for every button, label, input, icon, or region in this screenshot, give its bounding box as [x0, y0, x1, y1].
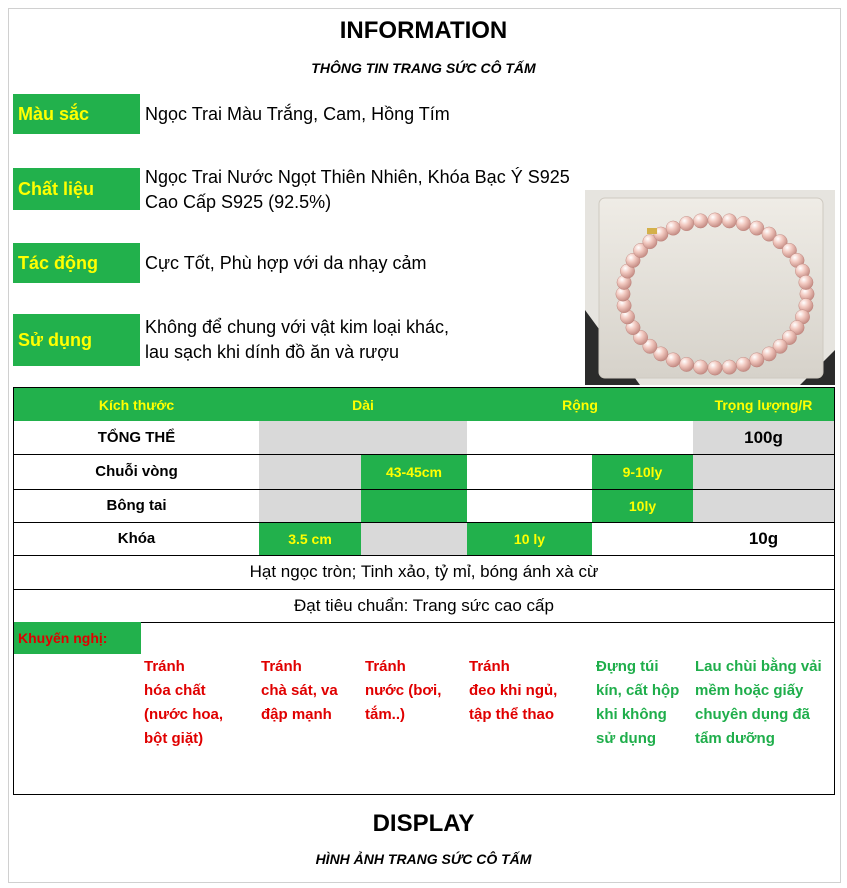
pearl-necklace-image — [585, 190, 835, 385]
row-overall-name: TỔNG THỂ — [97, 429, 176, 446]
recommend-line: Đựng túi — [596, 658, 659, 675]
usage-value-line-2: lau sạch khi dính đồ ăn và rượu — [145, 342, 400, 362]
divider — [14, 522, 834, 523]
header-length: Dài — [352, 396, 374, 413]
recommend-line: bột giặt) — [144, 730, 204, 747]
pearl-bead — [750, 353, 764, 367]
material-label: Chất liệu — [13, 168, 140, 210]
effect-value — [145, 251, 426, 276]
pearl-bead — [708, 213, 722, 227]
pearl-bead — [693, 214, 707, 228]
note-quality: Hạt ngọc tròn; Tinh xảo, tỷ mỉ, bóng ánh xà cừ — [249, 562, 599, 581]
row-overall-weight: 100g — [693, 421, 834, 454]
recommend-line: tẩm dưỡng — [695, 730, 775, 747]
recommend-chemicals — [144, 655, 223, 751]
row-overall-length — [259, 421, 467, 454]
row-clasp-length: 3.5 cm — [259, 522, 361, 555]
recommend-line: chà sát, va — [261, 682, 338, 699]
effect-value-line: Cực Tốt, Phù hợp với da nhạy cảm — [145, 253, 427, 273]
divider — [14, 454, 834, 455]
row-necklace-width: 9-10ly — [592, 454, 693, 489]
pearl-bead — [666, 221, 680, 235]
recommend-impact — [261, 655, 338, 727]
recommend-line: Tránh — [469, 658, 510, 675]
recommend-line: hóa chất — [144, 682, 206, 699]
recommend-line: chuyên dụng đã — [695, 706, 811, 723]
row-earring-width: 10ly — [592, 489, 693, 522]
row-clasp-name: Khóa — [117, 530, 156, 547]
recommend-line: đập mạnh — [261, 706, 332, 723]
recommend-line: đeo khi ngủ, — [469, 682, 558, 699]
color-value — [145, 102, 450, 127]
recommend-line: sử dụng — [596, 730, 657, 747]
pearl-necklace-photo — [585, 190, 835, 385]
recommend-line: tập thể thao — [469, 706, 554, 723]
header-size: Kích thước — [98, 396, 175, 413]
pearl-bead — [708, 361, 722, 375]
row-clasp-weight: 10g — [748, 528, 779, 548]
pearl-bead — [679, 216, 693, 230]
page-title: INFORMATION — [339, 17, 508, 44]
row-earring-length — [361, 489, 467, 522]
row-necklace-length: 43-45cm — [361, 454, 467, 489]
recommend-line: Tránh — [261, 658, 302, 675]
recommend-label: Khuyến nghị: — [14, 622, 141, 654]
recommend-cleaning — [695, 655, 822, 751]
pearl-bead — [736, 357, 750, 371]
usage-value-line-1: Không để chung với vật kim loại khác, — [145, 317, 449, 337]
header-width: Rộng — [562, 396, 598, 413]
usage-value — [145, 315, 449, 365]
row-earring-weight — [693, 489, 834, 522]
material-value-line-1: Ngọc Trai Nước Ngọt Thiên Nhiên, Khóa Bạc Ý S925 — [145, 167, 570, 187]
pearl-bead — [736, 216, 750, 230]
row-necklace-name: Chuỗi vòng — [95, 463, 178, 480]
recommend-line: kín, cất hộp — [596, 682, 680, 699]
recommend-line: nước (bơi, — [365, 682, 442, 699]
recommend-line: mềm hoặc giấy — [695, 682, 804, 699]
pearl-bead — [722, 214, 736, 228]
pearl-bead — [722, 360, 736, 374]
spec-table — [13, 387, 835, 795]
recommend-line: tắm..) — [365, 706, 406, 723]
recommend-line: Tránh — [365, 658, 406, 675]
display-title: DISPLAY — [372, 810, 475, 837]
recommend-sleep-sport — [469, 655, 557, 727]
divider — [14, 489, 834, 490]
recommend-storage — [596, 655, 679, 751]
pearl-bead — [693, 360, 707, 374]
note-standard: Đạt tiêu chuẩn: Trang sức cao cấp — [294, 595, 554, 615]
color-label: Màu sắc — [13, 94, 140, 134]
recommend-line: khi không — [596, 706, 667, 723]
pearl-bead — [679, 357, 693, 371]
recommend-line: Lau chùi bằng vải — [695, 658, 822, 675]
page-subtitle: THÔNG TIN TRANG SỨC CÔ TẤM — [311, 60, 536, 76]
recommend-line: Tránh — [144, 658, 185, 675]
row-clasp-width: 10 ly — [467, 522, 592, 555]
color-value-line: Ngọc Trai Màu Trắng, Cam, Hồng Tím — [145, 104, 450, 124]
recommend-water — [365, 655, 441, 727]
row-earring-name: Bông tai — [106, 497, 167, 514]
material-value-line-2: Cao Cấp S925 (92.5%) — [145, 192, 332, 212]
row-necklace-length-blank — [259, 454, 361, 489]
effect-label: Tác động — [13, 243, 140, 283]
header-weight: Trọng lượng/R — [714, 396, 813, 413]
row-earring-length-blank — [259, 489, 361, 522]
row-necklace-weight — [693, 454, 834, 489]
display-subtitle: HÌNH ẢNH TRANG SỨC CÔ TẤM — [315, 851, 532, 867]
material-value — [145, 165, 570, 215]
recommend-line: (nước hoa, — [144, 706, 224, 723]
usage-label: Sử dụng — [13, 314, 140, 366]
pearl-bead — [799, 275, 813, 289]
row-clasp-length-blank — [361, 522, 467, 555]
